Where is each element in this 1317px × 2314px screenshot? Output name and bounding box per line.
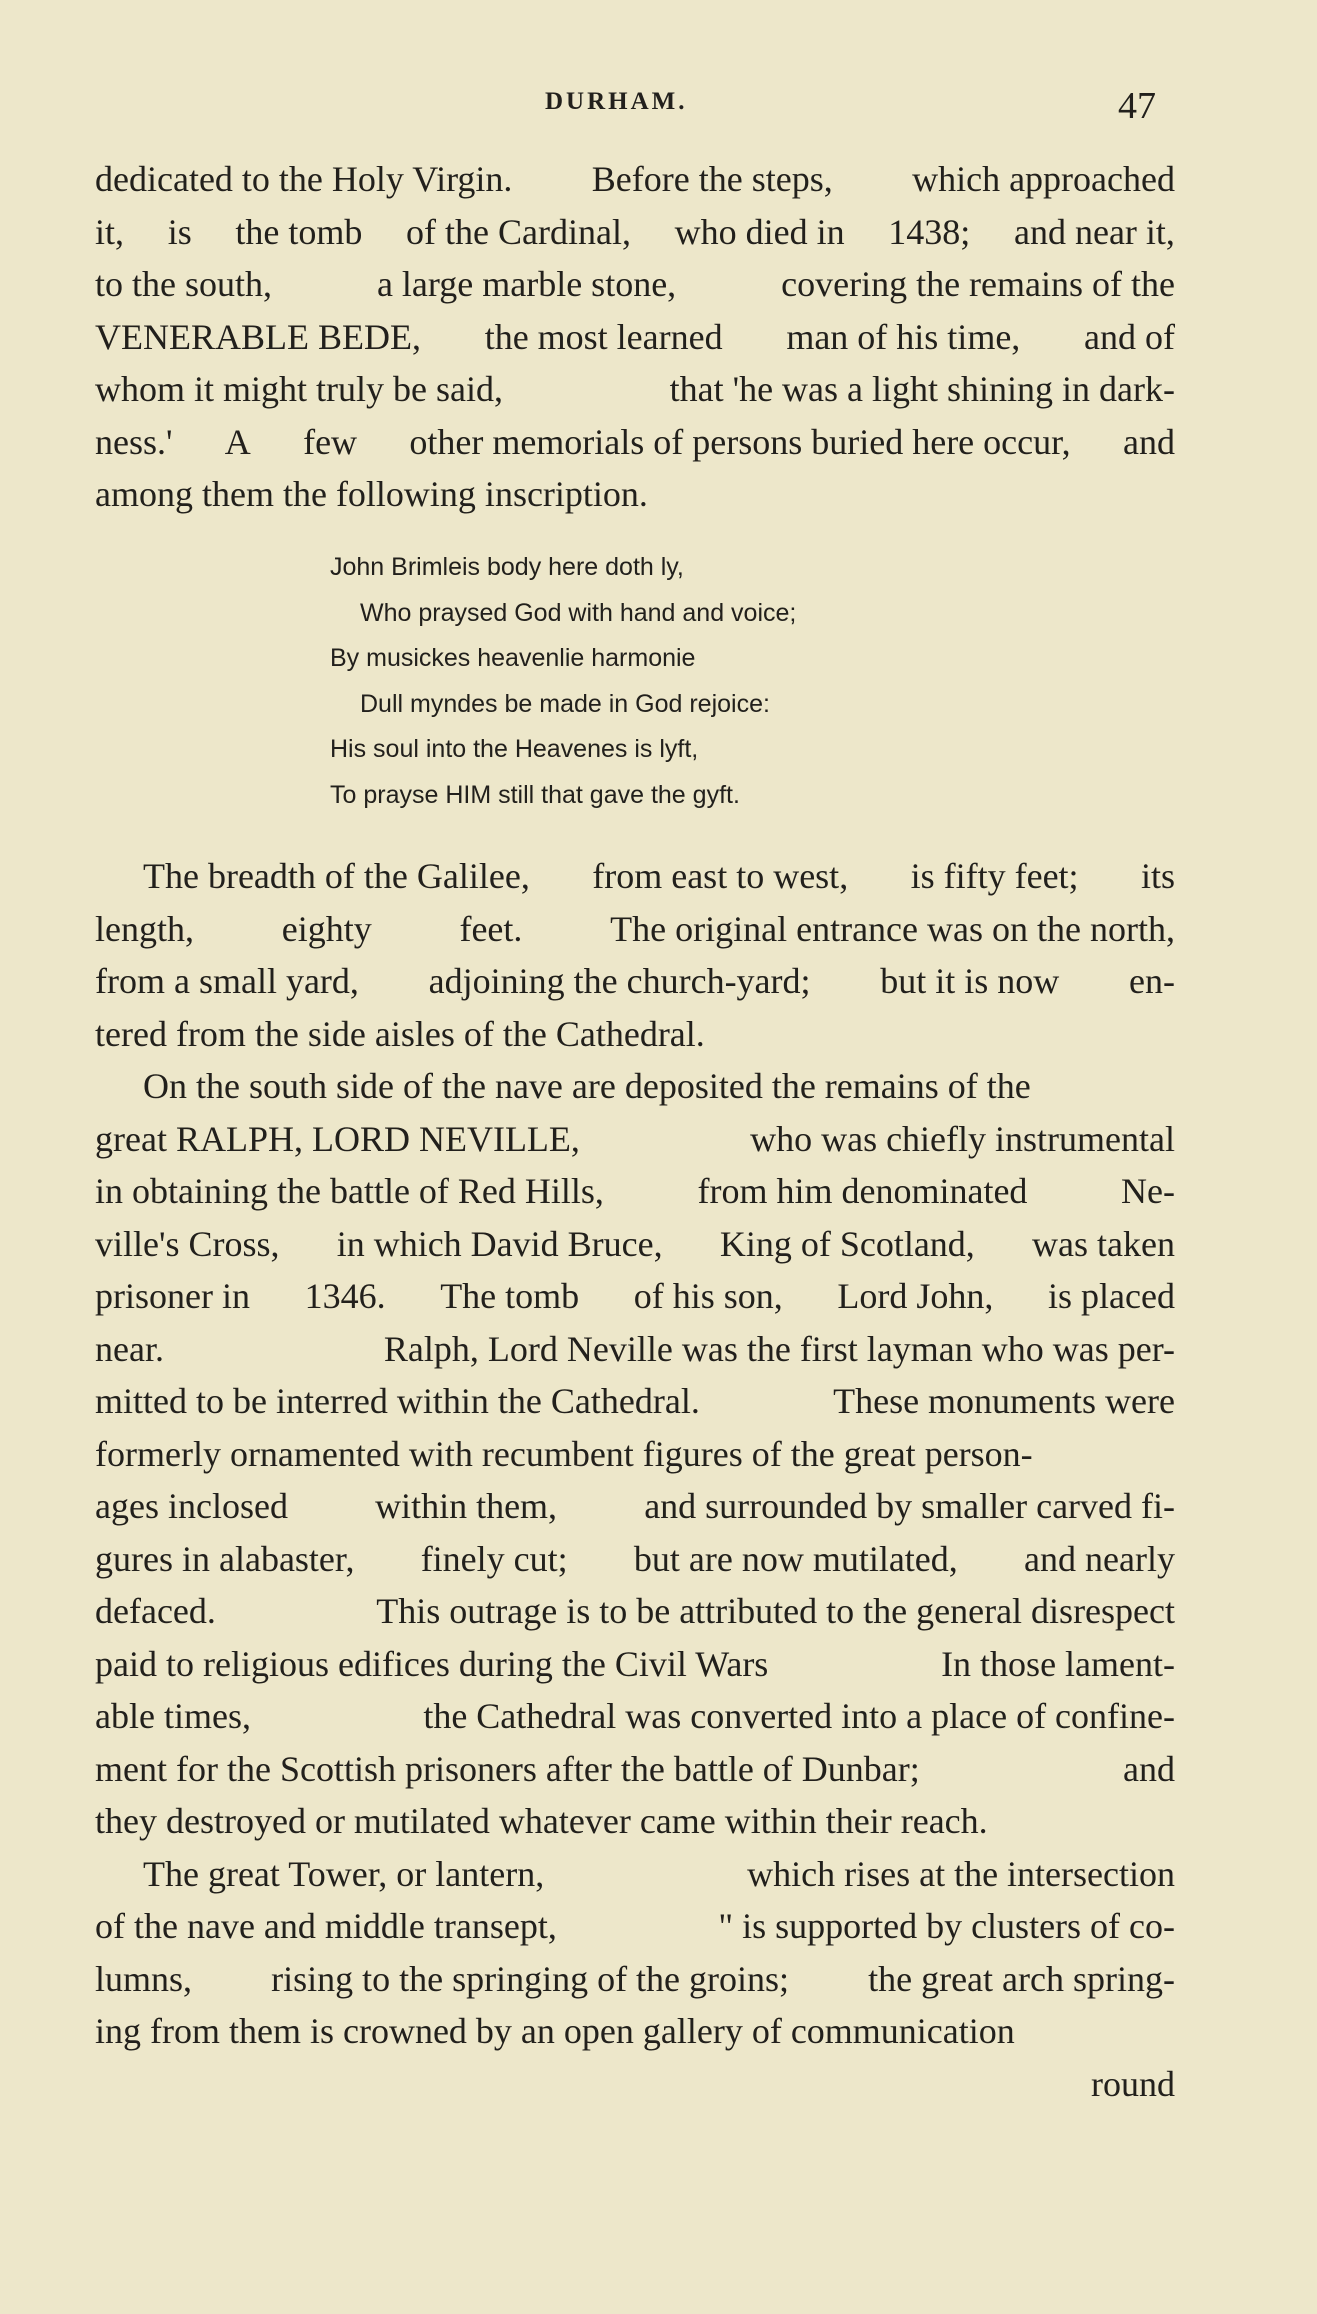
paragraph-1	[95, 153, 1175, 521]
text-segment: few	[303, 421, 358, 462]
text-segment: The original entrance was on the north,	[610, 908, 1175, 949]
text-segment: who died in	[674, 211, 845, 252]
text-segment: but it is now	[880, 961, 1060, 1001]
text-segment: from a small yard,	[95, 961, 359, 1001]
paragraph2-line	[95, 1953, 1175, 2006]
text-segment: ville's Cross,	[95, 1223, 280, 1264]
text-segment: which rises at the intersection	[747, 1853, 1175, 1894]
running-head	[0, 85, 1317, 128]
paragraph1-line	[95, 468, 1175, 521]
text-segment: The tomb	[440, 1276, 580, 1316]
paragraph2-line	[95, 1480, 1175, 1533]
text-segment: of his son,	[633, 1276, 783, 1316]
paragraph-2	[95, 850, 1175, 2110]
text-segment: great RALPH, LORD NEVILLE,	[95, 1118, 580, 1159]
verse-line: To prayse HIM still that gave the gyft.	[330, 780, 740, 809]
text-segment: formerly ornamented with recumbent figures of the great person-	[95, 1433, 1033, 1474]
text-segment: is	[167, 211, 192, 252]
text-segment: eighty	[281, 908, 372, 949]
text-segment: mitted to be interred within the Cathedral.	[95, 1381, 700, 1421]
paragraph2-line	[95, 1375, 1175, 1428]
text-segment: paid to religious edifices during the Civil Wars	[95, 1643, 769, 1684]
text-segment: and of	[1084, 316, 1175, 357]
paragraph2-line	[95, 1848, 1175, 1901]
text-segment: prisoner in	[95, 1276, 250, 1316]
paragraph2-line	[95, 1795, 1175, 1848]
paragraph2-line	[95, 1008, 1175, 1061]
text-segment: man of his time,	[786, 316, 1021, 357]
text-segment: they destroyed or mutilated whatever came within their reach.	[95, 1801, 988, 1841]
text-segment: is fifty feet;	[910, 856, 1079, 896]
paragraph1-line	[95, 258, 1175, 311]
text-segment: " is supported by clusters of co-	[718, 1906, 1175, 1946]
text-segment: whom it might truly be said,	[95, 369, 503, 409]
text-segment: tered from the side aisles of the Cathedral.	[95, 1013, 705, 1054]
paragraph1-line	[95, 311, 1175, 364]
text-segment: other memorials of persons buried here occur,	[409, 421, 1071, 462]
text-segment: A	[224, 421, 251, 462]
text-segment: ment for the Scottish prisoners after the battle of Dunbar;	[95, 1748, 920, 1789]
verse-line: Who praysed God with hand and voice;	[360, 598, 797, 627]
text-segment: The breadth of the Galilee,	[143, 856, 530, 896]
text-segment: and near it,	[1013, 211, 1175, 252]
text-segment: from east to west,	[592, 856, 849, 896]
text-segment: of the nave and middle transept,	[95, 1906, 557, 1946]
paragraph2-line	[95, 1060, 1175, 1113]
text-segment: 1438;	[888, 211, 971, 252]
paragraph1-line	[95, 363, 1175, 416]
text-segment: feet.	[459, 908, 523, 949]
text-segment: lumns,	[95, 1958, 193, 1999]
text-segment: a large marble stone,	[376, 264, 677, 304]
paragraph2-line	[95, 1165, 1175, 1218]
text-segment: ness.'	[95, 421, 173, 462]
page-number: 47	[1118, 85, 1156, 127]
text-segment: These monuments were	[833, 1381, 1175, 1421]
paragraph2-line	[95, 903, 1175, 956]
text-segment: of the Cardinal,	[406, 211, 631, 252]
text-segment: en-	[1129, 961, 1175, 1001]
text-segment: length,	[95, 908, 194, 949]
text-segment: from him denominated	[697, 1171, 1028, 1211]
paragraph2-line	[95, 2058, 1175, 2111]
text-segment: was taken	[1032, 1223, 1175, 1264]
text-segment: among them the following inscription.	[95, 474, 648, 514]
text-segment: the great arch spring-	[868, 1958, 1175, 1999]
text-segment: covering the remains of the	[781, 264, 1175, 304]
inscription-verse	[330, 545, 796, 818]
text-segment: King of Scotland,	[719, 1223, 975, 1264]
paragraph2-line	[95, 1585, 1175, 1638]
text-segment: ing from them is crowned by an open gallery of communication	[95, 2011, 1015, 2051]
text-segment: that 'he was a light shining in dark-	[669, 369, 1175, 409]
text-segment: in obtaining the battle of Red Hills,	[95, 1171, 604, 1211]
paragraph1-line	[95, 416, 1175, 469]
text-segment: near.	[95, 1328, 164, 1369]
text-segment: rising to the springing of the groins;	[271, 1958, 790, 1999]
verse-line: Dull myndes be made in God rejoice:	[360, 689, 770, 718]
paragraph2-line	[95, 850, 1175, 903]
paragraph2-line	[95, 1900, 1175, 1953]
text-segment: dedicated to the Holy Virgin.	[95, 159, 513, 199]
text-segment: gures in alabaster,	[95, 1538, 355, 1579]
text-segment: In those lament-	[941, 1643, 1175, 1684]
paragraph2-line	[95, 1323, 1175, 1376]
paragraph2-line	[95, 1113, 1175, 1166]
paragraph2-line	[95, 955, 1175, 1008]
text-segment: to the south,	[95, 264, 272, 304]
text-segment: Before the steps,	[591, 159, 833, 199]
text-segment: and surrounded by smaller carved fi-	[644, 1486, 1175, 1526]
paragraph1-line	[95, 206, 1175, 259]
text-segment: On the south side of the nave are deposited the remains of the	[143, 1066, 1031, 1106]
text-segment: in which David Bruce,	[336, 1223, 663, 1264]
text-segment: and	[1122, 421, 1175, 462]
text-segment: the Cathedral was converted into a place of confine-	[423, 1696, 1175, 1736]
text-segment: which approached	[912, 159, 1175, 199]
paragraph2-line	[95, 1533, 1175, 1586]
text-segment: and	[1123, 1748, 1175, 1789]
text-segment: VENERABLE BEDE,	[95, 316, 421, 357]
paragraph2-line	[95, 1218, 1175, 1271]
text-segment: ages inclosed	[95, 1486, 288, 1526]
text-segment: within them,	[375, 1486, 558, 1526]
paragraph2-line	[95, 1270, 1175, 1323]
text-segment: adjoining the church-yard;	[428, 961, 811, 1001]
text-segment: able times,	[95, 1696, 251, 1736]
text-segment: Ne-	[1121, 1171, 1175, 1211]
text-segment: round	[1091, 2063, 1175, 2104]
verse-line: John Brimleis body here doth ly,	[330, 553, 684, 581]
paragraph2-line	[95, 1743, 1175, 1796]
text-segment: The great Tower, or lantern,	[143, 1853, 545, 1894]
text-segment: finely cut;	[420, 1538, 568, 1579]
text-segment: defaced.	[95, 1591, 216, 1631]
text-segment: the tomb	[235, 211, 363, 252]
paragraph2-line	[95, 1428, 1175, 1481]
text-segment: is placed	[1048, 1276, 1175, 1316]
text-segment: but are now mutilated,	[633, 1538, 958, 1579]
text-segment: the most learned	[484, 316, 723, 357]
paragraph1-line	[95, 153, 1175, 206]
text-segment: Ralph, Lord Neville was the first layman who was per-	[383, 1328, 1175, 1369]
header-title: DURHAM.	[545, 88, 688, 115]
text-segment: who was chiefly instrumental	[750, 1118, 1175, 1159]
paragraph2-line	[95, 1638, 1175, 1691]
text-segment: 1346.	[304, 1276, 386, 1316]
verse-line: His soul into the Heavenes is lyft,	[330, 735, 699, 763]
text-segment: and nearly	[1024, 1538, 1175, 1579]
verse-line: By musickes heavenlie harmonie	[330, 644, 696, 672]
text-segment: it,	[95, 211, 125, 252]
text-segment: This outrage is to be attributed to the general disrespect	[376, 1591, 1175, 1631]
paragraph2-line	[95, 2005, 1175, 2058]
text-segment: Lord John,	[837, 1276, 994, 1316]
text-segment: its	[1140, 856, 1175, 896]
paragraph2-line	[95, 1690, 1175, 1743]
